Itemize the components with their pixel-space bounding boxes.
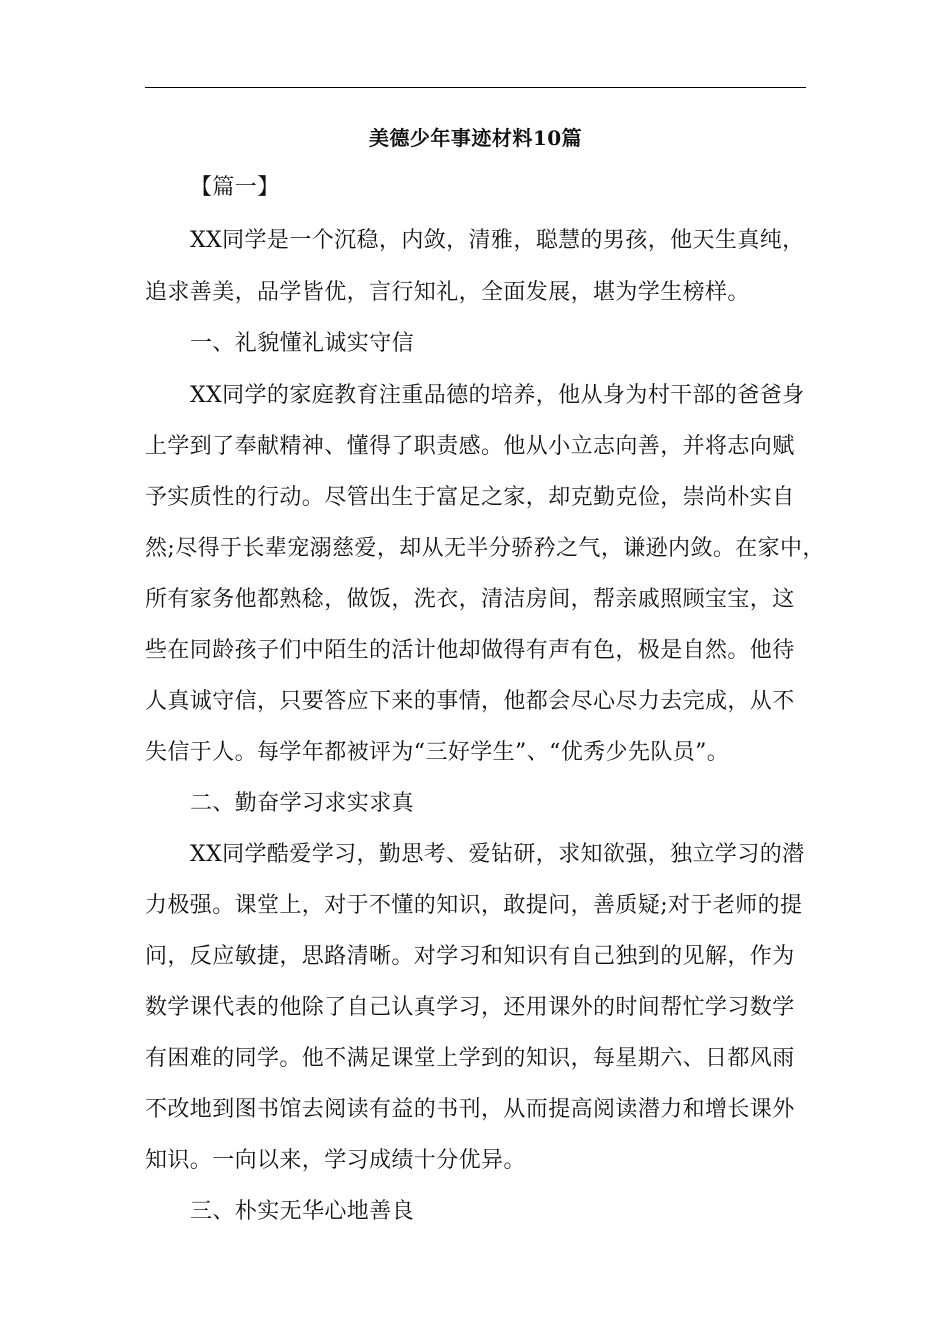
document-title: 美德少年事迹材料10篇 bbox=[368, 126, 583, 150]
paragraph-line: 知识。一向以来，学习成绩十分优异。 bbox=[145, 1148, 526, 1173]
paragraph-line: 予实质性的行动。尽管出生于富足之家，却克勤克俭，崇尚朴实自 bbox=[145, 485, 795, 510]
paragraph-line: 数学课代表的他除了自己认真学习，还用课外的时间帮忙学习数学 bbox=[145, 995, 795, 1020]
subheading-3: 三、朴实无华心地善良 bbox=[190, 1199, 415, 1224]
paragraph-line: 问，反应敏捷，思路清晰。对学习和知识有自己独到的见解，作为 bbox=[145, 944, 795, 969]
paragraph-line: 不改地到图书馆去阅读有益的书刊，从而提高阅读潜力和增长课外 bbox=[145, 1097, 795, 1122]
paragraph-line: 所有家务他都熟稔，做饭，洗衣，清洁房间，帮亲戚照顾宝宝，这 bbox=[145, 587, 795, 612]
subheading-1: 一、礼貌懂礼诚实守信 bbox=[190, 331, 415, 356]
paragraph-line: 力极强。课堂上，对于不懂的知识，敢提问，善质疑;对于老师的提 bbox=[145, 893, 803, 918]
paragraph-line: XX同学的家庭教育注重品德的培养，他从身为村干部的爸爸身 bbox=[190, 383, 805, 408]
paragraph-line: 些在同龄孩子们中陌生的活计他却做得有声有色，极是自然。他待 bbox=[145, 638, 795, 663]
paragraph-line: 追求善美，品学皆优，言行知礼，全面发展，堪为学生榜样。 bbox=[145, 280, 750, 305]
section-label-1: 【篇一】 bbox=[190, 175, 280, 200]
paragraph-line: 上学到了奉献精神、懂得了职责感。他从小立志向善，并将志向赋 bbox=[145, 434, 795, 459]
paragraph-line: 失信于人。每学年都被评为“三好学生”、“优秀少先队员”。 bbox=[145, 740, 730, 765]
paragraph-line: 人真诚守信，只要答应下来的事情，他都会尽心尽力去完成，从不 bbox=[145, 689, 795, 714]
paragraph-line: XX同学是一个沉稳，内敛，清雅，聪慧的男孩，他天生真纯， bbox=[190, 228, 805, 253]
paragraph-line: 有困难的同学。他不满足课堂上学到的知识，每星期六、日都风雨 bbox=[145, 1046, 795, 1071]
subheading-2: 二、勤奋学习求实求真 bbox=[190, 791, 415, 816]
paragraph-line: XX同学酷爱学习，勤思考、爱钻研，求知欲强，独立学习的潜 bbox=[190, 842, 805, 867]
paragraph-line: 然;尽得于长辈宠溺慈爱，却从无半分骄矜之气，谦逊内敛。在家中， bbox=[145, 536, 825, 561]
header-rule bbox=[145, 87, 806, 88]
